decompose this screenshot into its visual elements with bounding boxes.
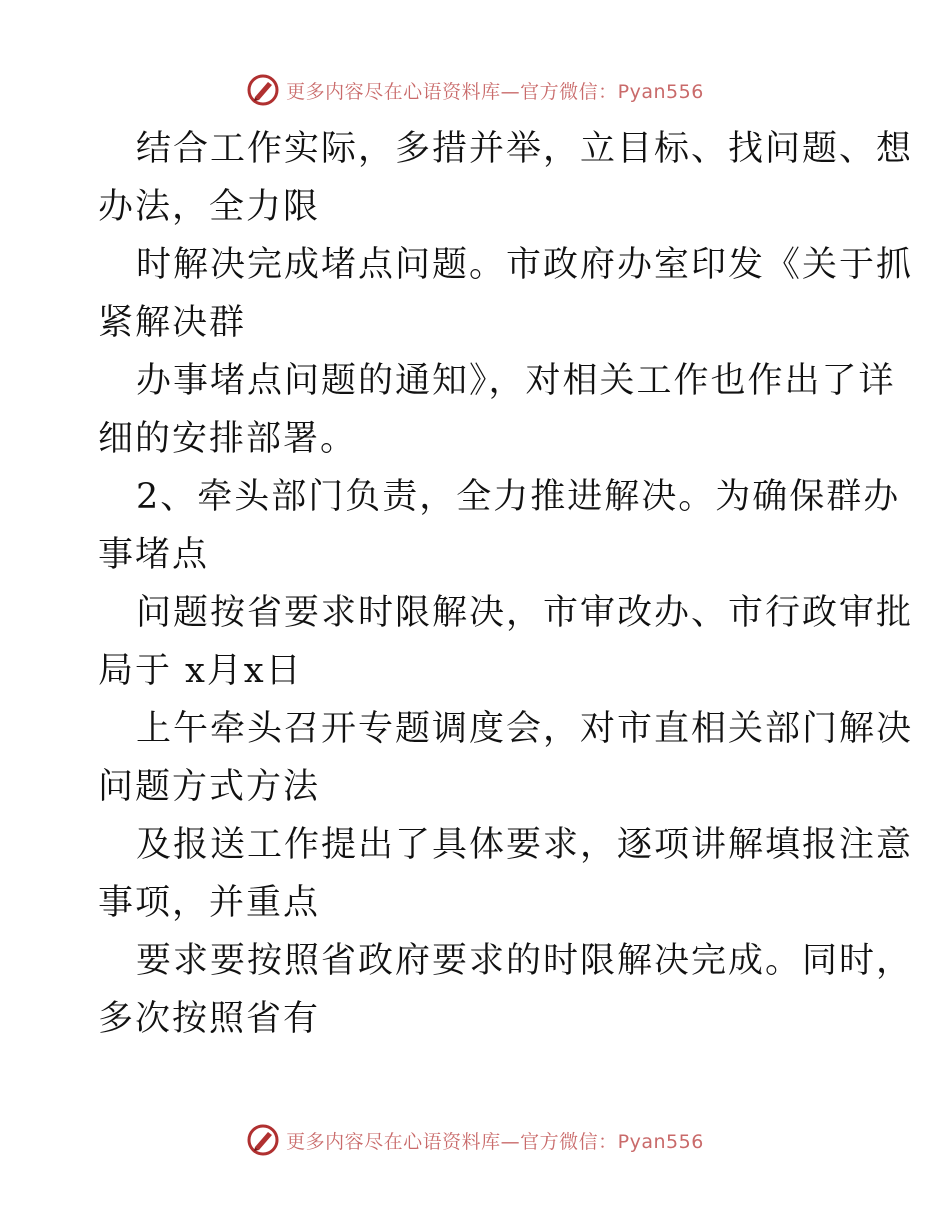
paragraph [98, 468, 901, 584]
paragraph [98, 120, 914, 236]
document-body [98, 120, 914, 1048]
paragraph-line: 结合工作实际，多措并举，立目标、找问题、想 [136, 129, 914, 169]
paragraph [98, 700, 914, 816]
header-banner [0, 68, 950, 112]
paragraph-line: 2、牵头部门负责，全力推进解决。为确保群办 [136, 477, 901, 517]
paragraph-line: 及报送工作提出了具体要求，逐项讲解填报注意 [136, 825, 914, 865]
paragraph [98, 236, 914, 352]
paragraph [98, 932, 914, 1048]
paragraph-line: 上午牵头召开专题调度会，对市直相关部门解决 [136, 709, 914, 749]
paragraph-line: 问题方式方法 [98, 767, 321, 807]
footer-banner-text: 更多内容尽在心语资料库—官方微信：Pyan556 [286, 1130, 704, 1153]
paragraph-line: 事项，并重点 [98, 883, 321, 923]
pen-circle-logo-icon [246, 73, 280, 107]
footer-banner [0, 1118, 950, 1162]
paragraph-line: 紧解决群 [98, 303, 247, 343]
paragraph [98, 816, 914, 932]
paragraph-line: 要求要按照省政府要求的时限解决完成。同时， [136, 941, 914, 981]
paragraph-line: 办事堵点问题的通知》，对相关工作也作出了详 [136, 361, 896, 401]
paragraph-line: 细的安排部署。 [98, 419, 358, 459]
header-banner-text: 更多内容尽在心语资料库—官方微信：Pyan556 [286, 80, 704, 103]
paragraph-line: 事堵点 [98, 535, 210, 575]
pen-circle-logo-icon [246, 1123, 280, 1157]
paragraph-line: 局于 x月x日 [98, 651, 303, 691]
paragraph-line: 问题按省要求时限解决，市审改办、市行政审批 [136, 593, 914, 633]
paragraph-line: 办法，全力限 [98, 187, 321, 227]
paragraph [98, 584, 914, 700]
paragraph [98, 352, 896, 468]
paragraph-line: 多次按照省有 [98, 999, 321, 1039]
paragraph-line: 时解决完成堵点问题。市政府办室印发《关于抓 [136, 245, 914, 285]
